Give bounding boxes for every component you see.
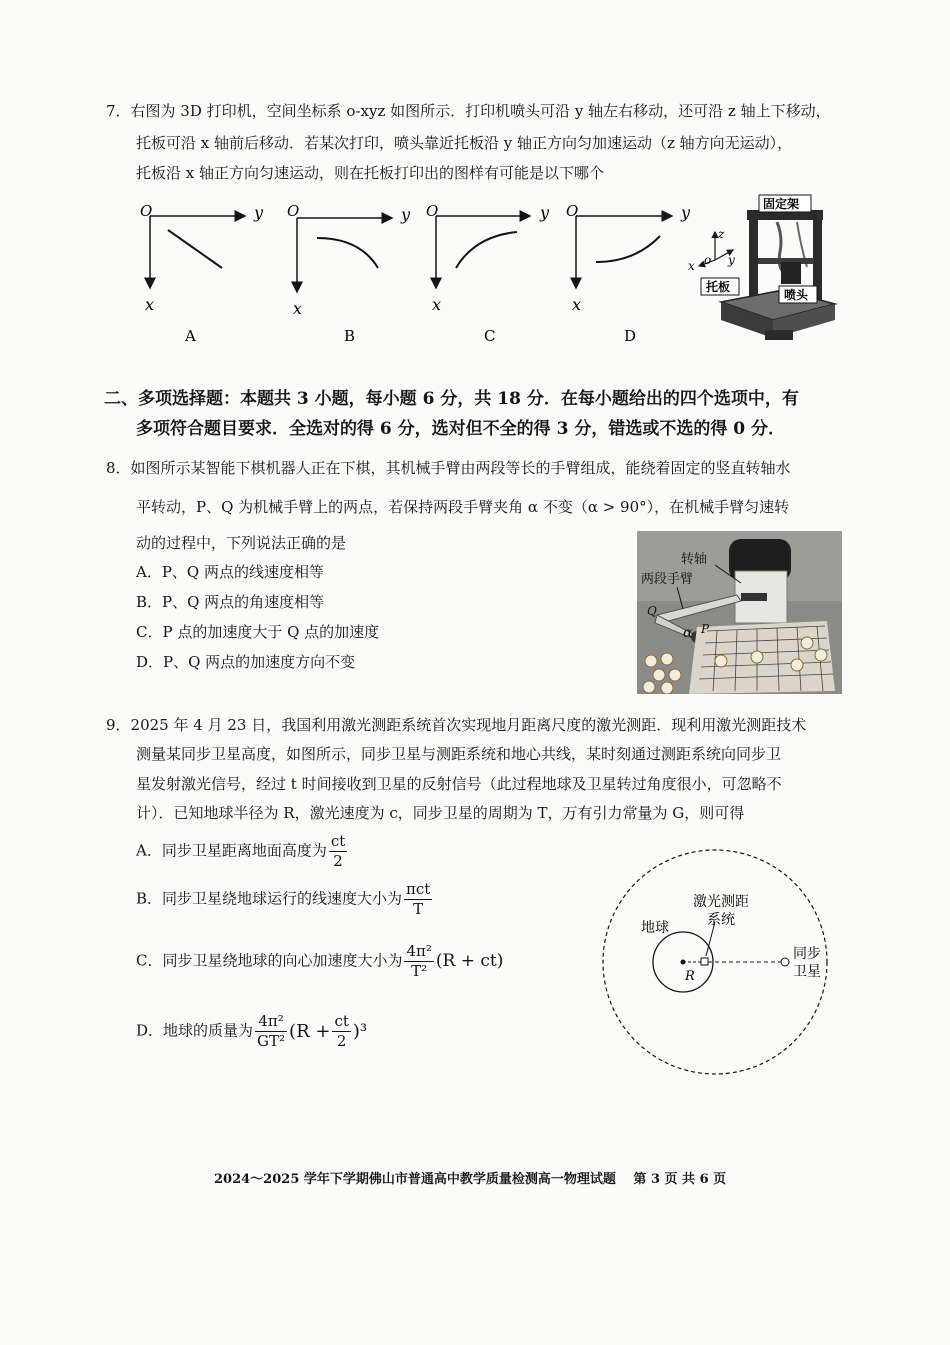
robot-axis-label: 转轴 xyxy=(681,552,708,567)
q8-option-b: B．P、Q 两点的角速度相等 xyxy=(136,593,325,611)
q8-stem-line1: 8．如图所示某智能下棋机器人正在下棋，其机械手臂由两段等长的手臂组成，能绕着固定的竖直转轴水 xyxy=(106,459,791,477)
section2-heading-line2: 多项符合题目要求．全选对的得 6 分，选对但不全的得 3 分，错选或不选的得 0 分． xyxy=(136,419,785,439)
q9-option-d-close: )³ xyxy=(352,1021,368,1042)
printer-illustration xyxy=(685,192,845,350)
laser-system-label-line2: 系统 xyxy=(707,912,735,928)
q9-option-b xyxy=(136,880,434,919)
graph-c-x-label: x xyxy=(432,295,442,314)
graph-a-origin: O xyxy=(140,202,153,220)
q7-stem-line2: 托板可沿 x 轴前后移动．若某次打印，喷头靠近托板沿 y 轴正方向匀加速运动（z 轴方向无运动）， xyxy=(136,134,793,152)
graph-d-y-label: y xyxy=(681,203,691,222)
robot-alpha-label: α xyxy=(683,625,693,641)
earth-label: 地球 xyxy=(641,920,669,936)
q9-option-a-fraction xyxy=(329,832,347,871)
graph-d-label: D xyxy=(624,327,637,345)
q9-option-a xyxy=(136,832,349,871)
robot-photo xyxy=(637,531,842,694)
graph-b-label: B xyxy=(344,327,356,345)
q9-stem-line2: 测量某同步卫星高度，如图所示，同步卫星与测距系统和地心共线，某时刻通过测距系统向同步卫 xyxy=(136,745,782,763)
q9-option-c-fraction xyxy=(404,942,433,981)
q8-option-a: A．P、Q 两点的线速度相等 xyxy=(136,563,324,581)
printer-z-label: z xyxy=(718,227,725,241)
printer-nozzle-label: 喷头 xyxy=(784,288,809,302)
q9-option-c-numerator: 4π² xyxy=(406,942,432,960)
graph-a xyxy=(140,202,264,345)
q9-option-a-text: A．同步卫星距离地面高度为 xyxy=(136,841,327,860)
q9-stem-line3: 星发射激光信号，经过 t 时间接收到卫星的反射信号（此过程地球及卫星转过角度很小，可忽略不 xyxy=(136,775,782,793)
q9-option-c xyxy=(136,942,503,981)
printer-x-label: x xyxy=(688,259,695,273)
robot-q-label: Q xyxy=(647,604,657,618)
graph-c-y-label: y xyxy=(540,203,550,222)
graph-b xyxy=(287,202,411,345)
q7-stem-line1: 7．右图为 3D 打印机，空间坐标系 o-xyz 如图所示．打印机喷头可沿 y 轴左右移动，还可沿 z 轴上下移动， xyxy=(106,102,831,120)
earth-radius-label: R xyxy=(685,969,695,984)
orbit-diagram xyxy=(565,848,855,1078)
q8-stem-line3: 动的过程中，下列说法正确的是 xyxy=(136,534,347,552)
robot-arm-label: 两段手臂 xyxy=(641,572,694,587)
section2-heading-line1: 二、多项选择题：本题共 3 小题，每小题 6 分，共 18 分．在每小题给出的四个选项中，有 xyxy=(104,389,799,409)
q9-option-c-tail: (R + ct) xyxy=(435,951,504,971)
q8-stem-line2: 平转动，P、Q 为机械手臂上的两点，若保持两段手臂夹角 α 不变（α > 90°），在机械手臂匀速转 xyxy=(136,498,790,516)
q9-option-d-inner-numerator: ct xyxy=(334,1012,349,1030)
q9-option-c-text: C．同步卫星绕地球的向心加速度大小为 xyxy=(136,951,403,970)
printer-o-label: o xyxy=(704,253,712,267)
graph-b-curve xyxy=(317,238,378,268)
q8-option-c: C．P 点的加速度大于 Q 点的加速度 xyxy=(136,623,380,641)
printer-tray-label: 托板 xyxy=(706,280,731,294)
q9-option-a-denominator: 2 xyxy=(333,852,343,870)
graph-c-label: C xyxy=(484,327,496,345)
graph-d-origin: O xyxy=(566,202,579,220)
satellite-label-line2: 卫星 xyxy=(793,964,821,980)
q9-option-d-text: D．地球的质量为 xyxy=(136,1021,254,1040)
q9-option-b-denominator: T xyxy=(413,900,424,918)
q9-option-d-numerator: 4π² xyxy=(255,1012,287,1032)
satellite-dot xyxy=(781,958,789,966)
q9-option-d-inner-denominator: 2 xyxy=(336,1032,347,1050)
page-footer: 2024～2025 学年下学期佛山市普通高中教学质量检测高一物理试题 第 3 页 共 6 页 xyxy=(214,1172,727,1187)
q9-option-d-inner-fraction xyxy=(332,1012,350,1051)
graph-b-origin: O xyxy=(287,202,300,220)
graph-c-curve xyxy=(456,232,517,268)
graph-d xyxy=(566,202,691,345)
q8-option-d: D．P、Q 两点的加速度方向不变 xyxy=(136,653,356,671)
q7-stem-line3: 托板沿 x 轴正方向匀速运动，则在托板打印出的图样有可能是以下哪个 xyxy=(136,164,604,182)
graph-d-x-label: x xyxy=(572,295,582,314)
q9-option-b-text: B．同步卫星绕地球运行的线速度大小为 xyxy=(136,889,403,908)
graph-d-curve xyxy=(596,236,660,262)
graph-a-x-label: x xyxy=(145,295,155,314)
q9-option-c-denominator: T² xyxy=(411,962,428,980)
q9-option-d-denominator: GT² xyxy=(257,1032,286,1050)
q9-option-d-fraction xyxy=(255,1012,287,1051)
robot-p-label: P xyxy=(701,622,710,636)
q9-stem-line4: 计）．已知地球半径为 R，激光速度为 c，同步卫星的周期为 T，万有引力常量为 G，则可得 xyxy=(136,804,745,822)
graph-c-origin: O xyxy=(426,202,439,220)
graph-a-curve xyxy=(168,230,222,268)
q9-option-d-open: (R + xyxy=(289,1021,331,1042)
q9-stem-line1: 9．2025 年 4 月 23 日，我国利用激光测距系统首次实现地月距离尺度的激光测距．现利用激光测距技术 xyxy=(106,716,807,734)
q9-option-d xyxy=(136,1012,367,1051)
satellite-label-line1: 同步 xyxy=(793,946,821,962)
laser-system-label-line1: 激光测距 xyxy=(693,894,749,910)
graph-a-label: A xyxy=(185,327,196,345)
q7-option-graphs xyxy=(130,196,710,356)
q9-option-b-fraction xyxy=(404,880,432,919)
graph-c xyxy=(426,202,550,345)
printer-frame-label: 固定架 xyxy=(763,197,800,211)
graph-b-y-label: y xyxy=(401,205,411,224)
graph-a-y-label: y xyxy=(254,203,264,222)
laser-system-box xyxy=(701,958,708,965)
q9-option-a-numerator: ct xyxy=(330,832,346,850)
graph-b-x-label: x xyxy=(293,299,303,318)
q9-option-b-numerator: πct xyxy=(406,880,431,898)
printer-y-label: y xyxy=(728,253,735,267)
